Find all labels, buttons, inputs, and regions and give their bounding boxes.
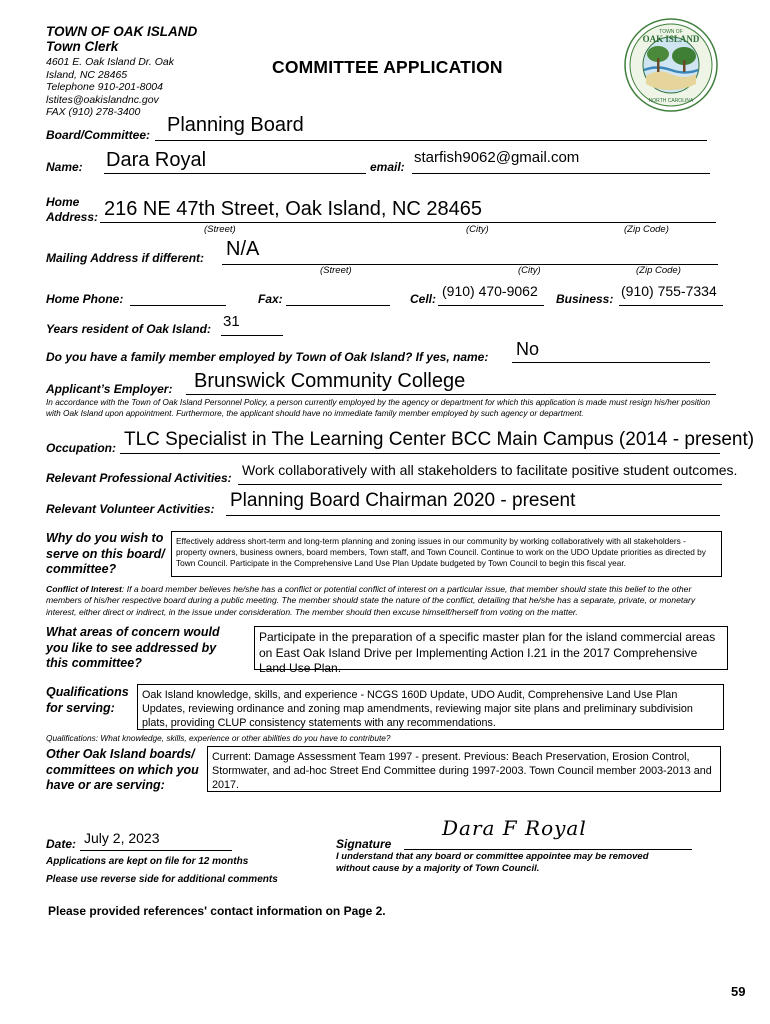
page-title: COMMITTEE APPLICATION <box>272 57 503 77</box>
other-boards-value: Current: Damage Assessment Team 1997 - present. Previous: Beach Preservation, Erosion Control, Stormwater, and ad-hoc Street End Committee during 1997-2003. Town Council member 2003-2013 and 2017. <box>212 751 712 791</box>
qualifications-label <box>46 685 129 716</box>
board-label: Board/Committee: <box>46 128 151 142</box>
professional-activities-field[interactable] <box>238 462 738 485</box>
professional-activities-label: Relevant Professional Activities: <box>46 471 232 485</box>
qualifications-label-line: Qualifications <box>46 685 129 699</box>
street-sublabel: (Street) <box>204 224 236 235</box>
family-member-value: No <box>516 339 540 359</box>
years-resident-field[interactable] <box>221 313 283 336</box>
employer-field[interactable] <box>186 370 716 395</box>
seal-text-bottom: NORTH CAROLINA <box>648 98 694 104</box>
town-seal-logo <box>624 18 718 112</box>
signature-field[interactable] <box>404 816 692 850</box>
business-label: Business: <box>556 292 614 306</box>
why-serve-label-line: Why do you wish to <box>46 531 164 545</box>
why-serve-label-line: committee? <box>46 562 117 576</box>
family-member-field[interactable] <box>512 339 710 363</box>
org-header <box>46 24 197 54</box>
email-value: starfish9062@gmail.com <box>414 149 580 166</box>
concerns-field[interactable] <box>254 626 728 675</box>
concerns-value: Participate in the preparation of a specific master plan for the island commercial areas on East Oak Island Drive per Implementing Action I.21 in the 2017 Comprehensive Land Use Plan. <box>259 630 716 675</box>
board-value: Planning Board <box>167 114 304 136</box>
zip-sublabel: (Zip Code) <box>636 265 681 276</box>
city-sublabel: (City) <box>518 265 541 276</box>
concerns-label <box>46 625 220 672</box>
board-field[interactable] <box>155 116 707 141</box>
signature-label: Signature <box>336 837 392 851</box>
why-serve-label <box>46 531 165 578</box>
org-address-block <box>46 56 196 119</box>
home-address-value: 216 NE 47th Street, Oak Island, NC 28465 <box>104 198 482 220</box>
family-member-label: Do you have a family member employed by Town of Oak Island? If yes, name: <box>46 350 489 364</box>
volunteer-activities-label: Relevant Volunteer Activities: <box>46 502 215 516</box>
employer-value: Brunswick Community College <box>194 370 466 392</box>
home-phone-label: Home Phone: <box>46 292 124 306</box>
removal-note <box>336 851 649 875</box>
references-note: Please provided references' contact information on Page 2. <box>48 904 386 918</box>
conflict-title: Conflict of Interest <box>46 584 122 594</box>
name-field[interactable] <box>104 149 366 174</box>
seal-text-top: TOWN OF <box>659 29 683 35</box>
name-value: Dara Royal <box>106 149 207 171</box>
qualifications-field[interactable] <box>137 684 724 730</box>
conflict-text: : If a board member believes he/she has a conflict or potential conflict of interest on a particular issue, that member should state this belief to the other members of his/her respective board during a public meeting. The member should state the nature of the conflict, detailing that he/she has a separate, private, or monetary interest, either direct or indirect, in the issue under consideration. The member should then excuse himself/herself from voting on the matter. <box>46 584 696 617</box>
address-line: 4601 E. Oak Island Dr. Oak <box>46 56 175 68</box>
volunteer-activities-field[interactable] <box>226 490 720 516</box>
date-field[interactable] <box>80 828 232 851</box>
fax-field[interactable] <box>286 290 390 306</box>
qualifications-label-line: for serving: <box>46 700 115 715</box>
business-phone-field[interactable] <box>619 283 723 306</box>
cell-label: Cell: <box>410 292 437 306</box>
qualifications-note: Qualifications: What knowledge, skills, experience or other abilities do you have to contribute? <box>46 733 391 743</box>
occupation-label: Occupation: <box>46 441 117 455</box>
volunteer-activities-value: Planning Board Chairman 2020 - present <box>230 490 576 511</box>
email-label: email: <box>370 160 405 174</box>
concerns-label-line: you like to see addressed by <box>46 640 217 655</box>
concerns-label-line: What areas of concern would <box>46 625 220 639</box>
mailing-address-field[interactable] <box>222 240 718 265</box>
address-line: Island, NC 28465 <box>46 68 128 81</box>
city-sublabel: (City) <box>466 224 489 235</box>
other-boards-label-line: Other Oak Island boards/ <box>46 747 195 761</box>
org-name: TOWN OF OAK ISLAND <box>46 24 198 39</box>
other-boards-label-line: have or are serving: <box>46 778 165 792</box>
home-phone-field[interactable] <box>130 290 226 306</box>
reverse-side-note: Please use reverse side for additional comments <box>46 874 278 885</box>
employer-label: Applicant’s Employer: <box>46 382 173 396</box>
date-value: July 2, 2023 <box>84 830 160 846</box>
occupation-field[interactable] <box>120 429 755 454</box>
email-field[interactable] <box>412 149 710 174</box>
email-line: lstites@oakislandnc.gov <box>46 93 159 106</box>
page-number: 59 <box>731 984 746 999</box>
fax-line: FAX (910) 278-3400 <box>46 106 141 118</box>
concerns-label-line: this committee? <box>46 656 142 670</box>
other-boards-label <box>46 747 199 794</box>
mailing-label: Mailing Address if different: <box>46 251 205 265</box>
street-sublabel: (Street) <box>320 265 352 276</box>
zip-sublabel: (Zip Code) <box>624 224 669 235</box>
years-resident-label: Years resident of Oak Island: <box>46 322 211 336</box>
business-phone-value: (910) 755-7334 <box>621 283 717 299</box>
years-resident-value: 31 <box>223 313 240 330</box>
removal-note-line: I understand that any board or committee appointee may be removed <box>336 851 649 862</box>
qualifications-value: Oak Island knowledge, skills, and experience - NCGS 160D Update, UDO Audit, Comprehensive Land Use Plan Updates, reviewing ordinance and zoning map amendments, reviewing major site plans and preliminary subdivision plats, providing CLUP consistency statements with any recommendations. <box>142 689 693 729</box>
address-label: Address: <box>46 210 99 224</box>
file-retention-note: Applications are kept on file for 12 months <box>46 856 249 867</box>
fax-label: Fax: <box>258 292 283 306</box>
policy-note: In accordance with the Town of Oak Island Personnel Policy, a person currently employed by the agency or department for which this application is made must resign his/her position with Oak Island upon appointment. Furthermore, the applicant should have no immediate family member employed by such agency or department. <box>46 397 711 418</box>
conflict-of-interest-note <box>46 584 722 618</box>
home-label: Home <box>46 195 80 209</box>
cell-field[interactable] <box>438 283 544 306</box>
org-department: Town Clerk <box>46 39 119 54</box>
other-boards-label-line: committees on which you <box>46 762 199 777</box>
why-serve-label-line: serve on this board/ <box>46 546 165 561</box>
home-address-field[interactable] <box>100 198 716 223</box>
why-serve-value: Effectively address short-term and long-term planning and zoning issues in our community by working collaboratively with all stakeholders - property owners, business owners, board members, Town staff, and Town Council. Continue to work on the UDO Update priorities as directed by Town Council. Participate in the Comprehensive Land Use Plan Update budgeted by Town Council to begin this fiscal year. <box>176 536 706 568</box>
removal-note-line: without cause by a majority of Town Council. <box>336 863 540 874</box>
phone-line: Telephone 910-201-8004 <box>46 81 163 93</box>
professional-activities-value: Work collaboratively with all stakeholders to facilitate positive student outcomes. <box>242 462 738 478</box>
name-label: Name: <box>46 160 83 174</box>
date-label: Date: <box>46 837 77 851</box>
seal-text-main: OAK ISLAND <box>642 34 700 44</box>
other-boards-field[interactable] <box>207 746 721 792</box>
why-serve-field[interactable] <box>171 531 722 577</box>
signature-value: Dara F Royal <box>442 816 587 840</box>
mailing-address-value: N/A <box>226 238 260 260</box>
cell-value: (910) 470-9062 <box>442 283 538 299</box>
occupation-value: TLC Specialist in The Learning Center BCC Main Campus (2014 - present) <box>124 429 755 450</box>
